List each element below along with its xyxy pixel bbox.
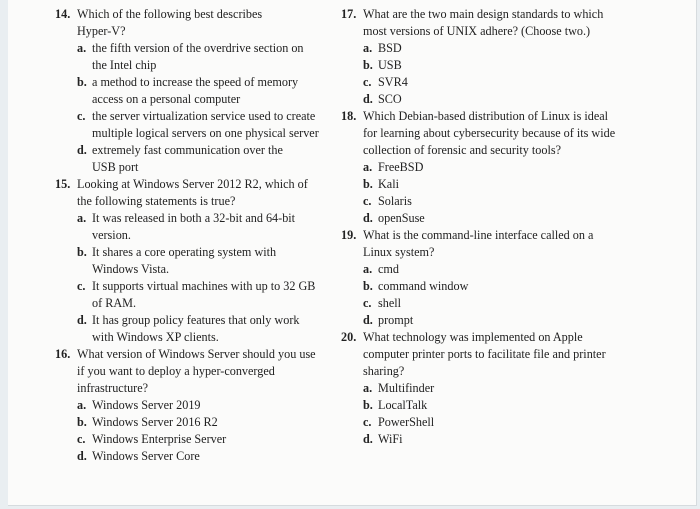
option-15a [55,210,320,244]
option-20c [341,414,618,431]
option-text: command window [378,279,469,293]
option-letter: b. [363,58,373,72]
question-text: What technology was implemented on Apple computer printer ports to facilitate file and printer sharing? [363,330,606,378]
option-text: WiFi [378,432,403,446]
question-number: 14. [55,7,71,21]
option-text: SVR4 [378,75,408,89]
option-letter: a. [363,160,373,174]
question-20 [341,329,625,380]
option-18c [341,193,618,210]
option-16a [55,397,332,414]
option-letter: c. [363,75,372,89]
option-letter: d. [363,211,373,225]
option-17c [341,74,618,91]
question-15 [55,176,325,210]
option-19a [341,261,618,278]
option-letter: c. [363,296,372,310]
option-text: cmd [378,262,399,276]
option-letter: d. [363,92,373,106]
question-text: What are the two main design standards to which most versions of UNIX adhere? (Choose two.) [363,7,604,38]
option-16b [55,414,332,431]
option-14a [55,40,304,74]
question-19 [341,227,611,261]
option-letter: b. [363,398,373,412]
option-19b [341,278,618,295]
option-16d [55,448,332,465]
option-letter: a. [77,211,87,225]
option-14d [55,142,304,176]
option-text: It shares a core operating system with Windows Vista. [92,245,277,276]
option-15b [55,244,324,278]
option-letter: b. [77,75,87,89]
option-letter: b. [363,177,373,191]
question-number: 19. [341,228,357,242]
option-18d [341,210,618,227]
option-text: Windows Server 2019 [92,398,201,412]
question-number: 20. [341,330,357,344]
question-14 [55,6,297,40]
option-letter: a. [363,381,373,395]
option-text: LocalTalk [378,398,428,412]
question-text: What is the command-line interface called on a Linux system? [363,228,594,259]
option-text: It supports virtual machines with up to 32 GB of RAM. [92,279,316,310]
option-text: Windows Server 2016 R2 [92,415,218,429]
option-text: the server virtualization service used to create multiple logical servers on one physical server [92,109,319,140]
option-20a [341,380,618,397]
option-letter: c. [77,109,86,123]
option-letter: c. [77,279,86,293]
option-text: PowerShell [378,415,435,429]
option-text: the fifth version of the overdrive section on the Intel chip [92,41,304,72]
option-letter: d. [77,313,87,327]
question-text: Which Debian-based distribution of Linux is ideal for learning about cybersecurity because of its wide collection of forensic and security tools? [363,109,616,157]
option-letter: a. [363,262,373,276]
document-page [8,0,697,506]
option-letter: b. [77,415,87,429]
option-text: Windows Enterprise Server [92,432,227,446]
option-letter: d. [77,143,87,157]
option-text: a method to increase the speed of memory access on a personal computer [92,75,299,106]
left-column [55,6,335,465]
option-19d [341,312,618,329]
option-letter: c. [363,415,372,429]
option-14b [55,74,320,108]
question-text: What version of Windows Server should you use if you want to deploy a hyper-converged infrastructure? [77,347,316,395]
option-text: Windows Server Core [92,449,200,463]
option-letter: c. [363,194,372,208]
option-15d [55,312,320,346]
option-text: It has group policy features that only work with Windows XP clients. [92,313,300,344]
option-20b [341,397,618,414]
option-text: FreeBSD [378,160,424,174]
option-18b [341,176,618,193]
option-text: BSD [378,41,402,55]
question-18 [341,108,625,159]
option-letter: b. [77,245,87,259]
option-letter: d. [363,432,373,446]
question-17 [341,6,623,40]
option-text: USB [378,58,402,72]
option-letter: b. [363,279,373,293]
option-text: It was released in both a 32-bit and 64-bit version. [92,211,296,242]
option-19c [341,295,618,312]
option-15c [55,278,328,312]
option-text: shell [378,296,402,310]
option-text: Kali [378,177,399,191]
question-number: 17. [341,7,357,21]
option-letter: a. [363,41,373,55]
option-17b [341,57,618,74]
option-17d [341,91,618,108]
option-text: openSuse [378,211,425,225]
option-16c [55,431,332,448]
question-text: Which of the following best describes Hyper-V? [77,7,263,38]
option-letter: c. [77,432,86,446]
question-number: 16. [55,347,71,361]
option-17a [341,40,618,57]
option-14c [55,108,320,142]
option-20d [341,431,618,448]
option-18a [341,159,618,176]
option-text: Multifinder [378,381,435,395]
question-number: 15. [55,177,71,191]
option-letter: d. [77,449,87,463]
option-letter: d. [363,313,373,327]
option-text: Solaris [378,194,412,208]
right-column [341,6,631,448]
option-text: SCO [378,92,402,106]
option-letter: a. [77,41,87,55]
option-letter: a. [77,398,87,412]
option-text: extremely fast communication over the USB port [92,143,283,174]
question-number: 18. [341,109,357,123]
question-text: Looking at Windows Server 2012 R2, which of the following statements is true? [77,177,308,208]
option-text: prompt [378,313,414,327]
question-16 [55,346,325,397]
